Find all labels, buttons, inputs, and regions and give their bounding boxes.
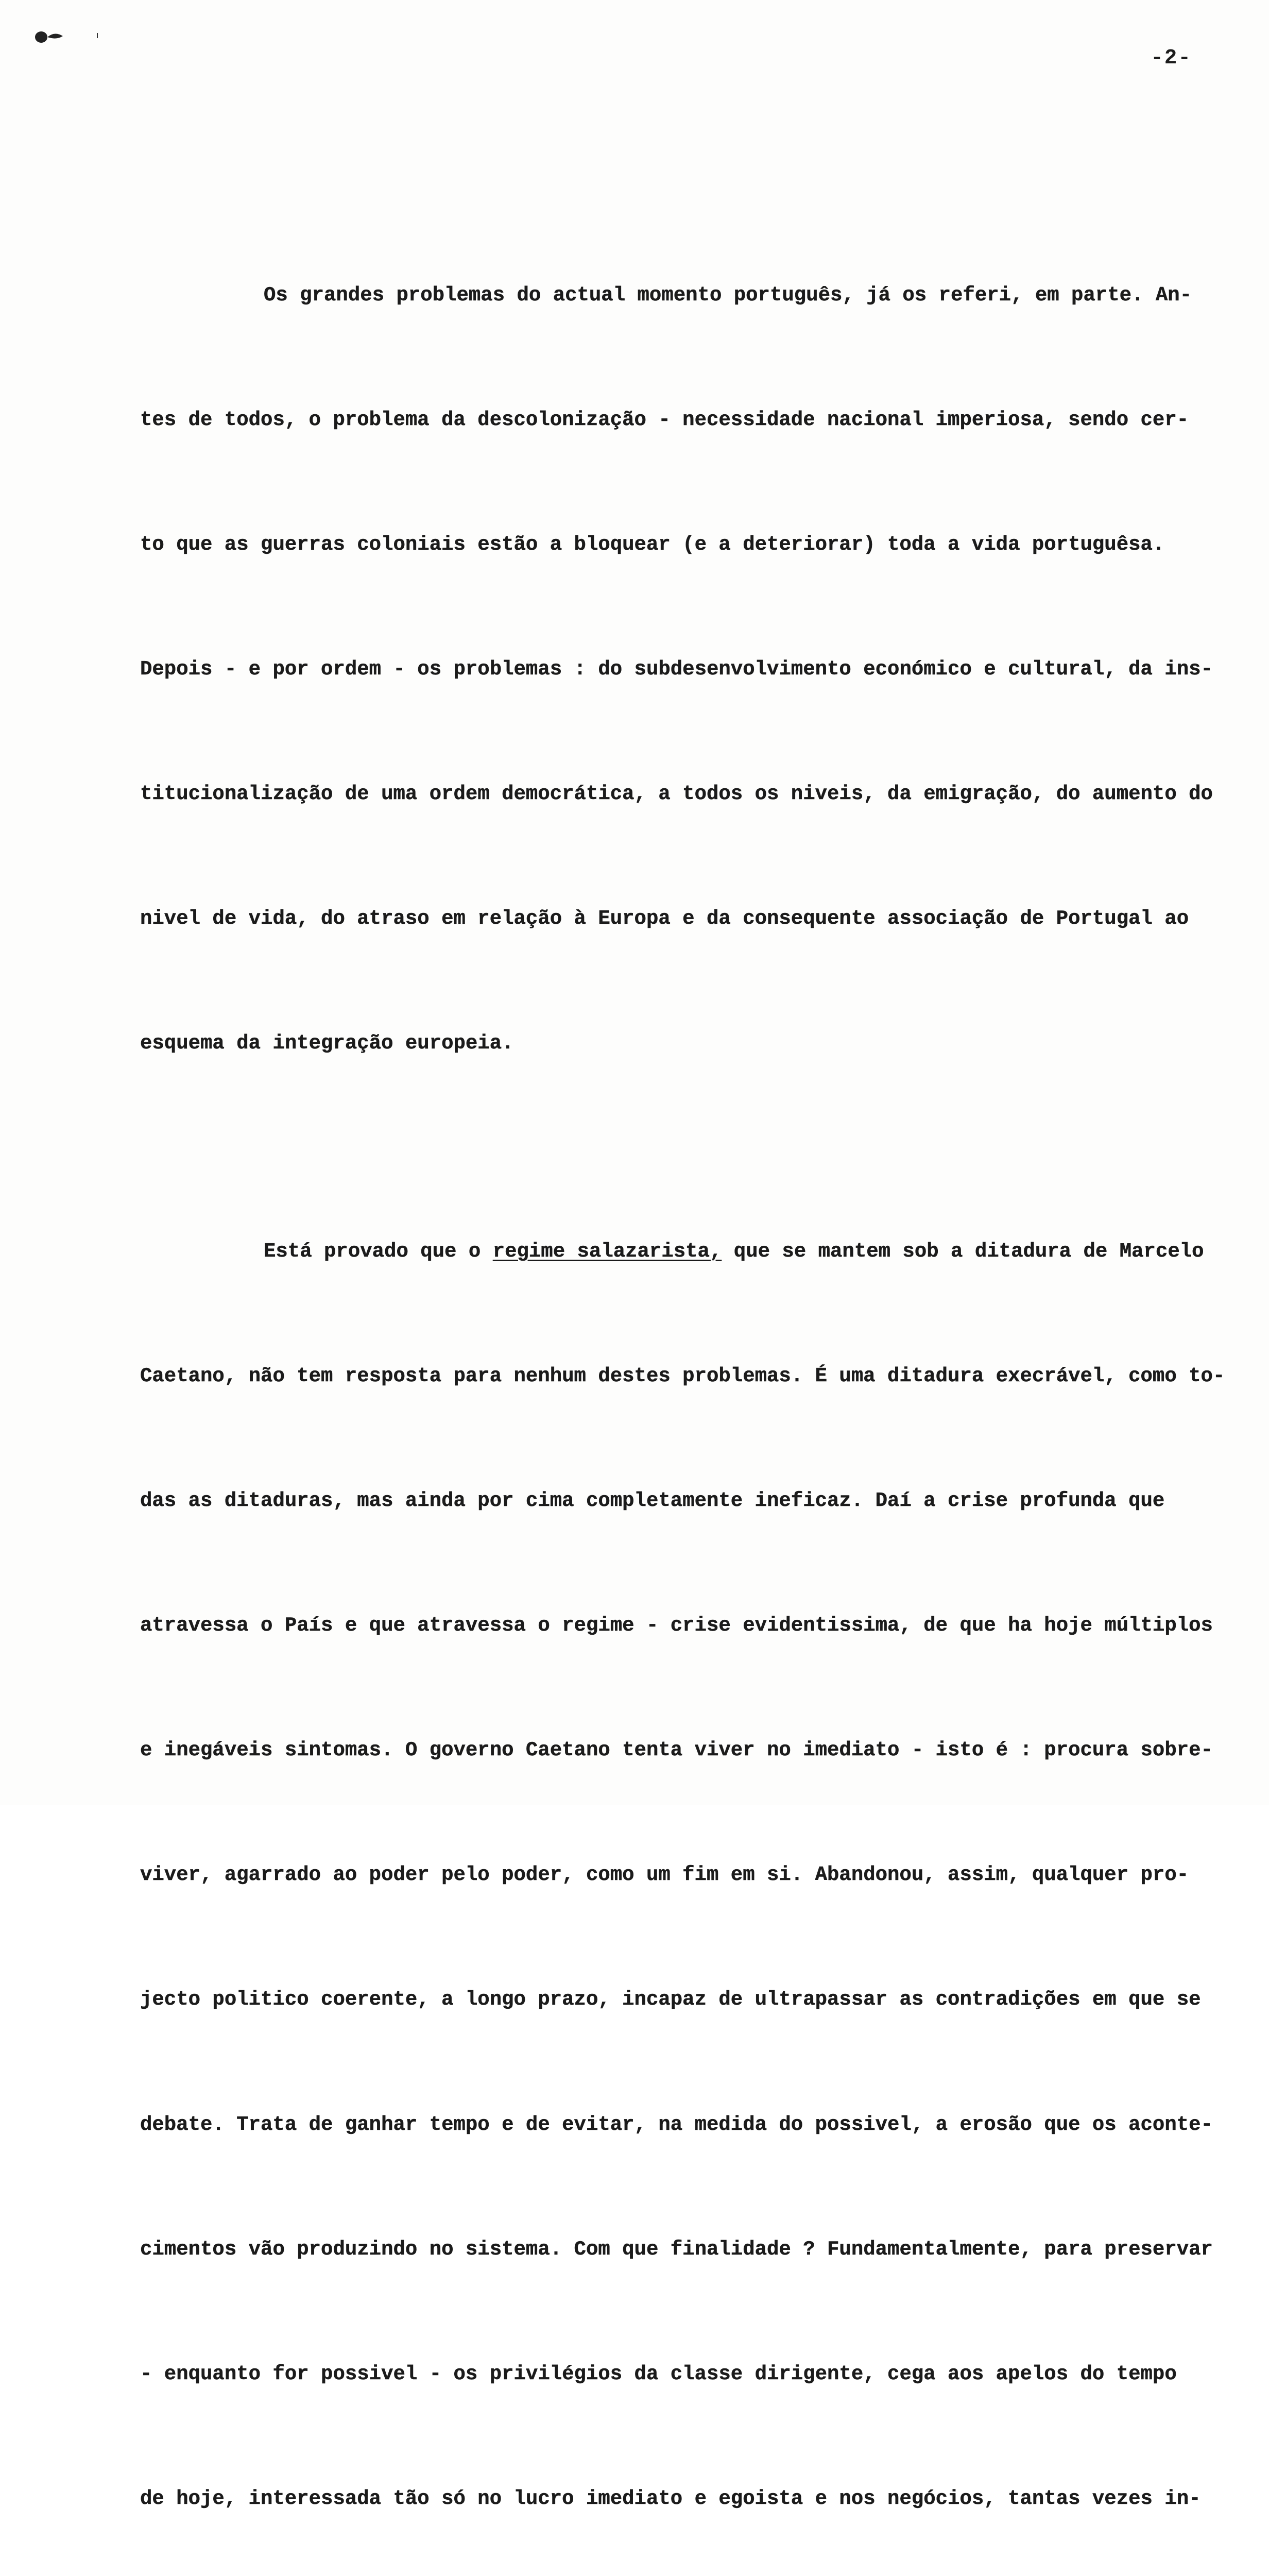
page-number: -2-: [1151, 46, 1192, 70]
text-line: Os grandes problemas do actual momento português, já os referi, em parte. An-: [264, 283, 1192, 307]
text-line: atravessa o País e que atravessa o regime - crise evidentissima, de que ha hoje múltiplos: [140, 1614, 1213, 1637]
underlined-phrase: regime salazarista,: [492, 1240, 722, 1263]
text-line: debate. Trata de ganhar tempo e de evitar, na medida do possivel, a erosão que os aconte-: [140, 2113, 1213, 2136]
text-line: tes de todos, o problema da descolonização - necessidade nacional imperiosa, sendo cer-: [140, 408, 1189, 431]
text-line: Caetano, não tem resposta para nenhum destes problemas. É uma ditadura execrável, como to-: [140, 1364, 1225, 1387]
stray-mark-icon: [96, 32, 99, 39]
punch-hole-mark-icon: [34, 30, 70, 44]
text-line: e inegáveis sintomas. O governo Caetano tenta viver no imediato - isto é : procura sobre-: [140, 1739, 1213, 1762]
text-line: das as ditaduras, mas ainda por cima completamente ineficaz. Daí a crise profunda que: [140, 1489, 1165, 1513]
text-line: titucionalização de uma ordem democrática, a todos os niveis, da emigração, do aumento do: [140, 783, 1213, 806]
text-line: nivel de vida, do atraso em relação à Europa e da consequente associação de Portugal ao: [140, 907, 1189, 930]
text-line: - enquanto for possivel - os privilégios da classe dirigente, cega aos apelos do tempo: [140, 2362, 1177, 2385]
text-line: Depois - e por ordem - os problemas : do subdesenvolvimento económico e cultural, da ins-: [140, 658, 1213, 681]
text-line: de hoje, interessada tão só no lucro imediato e egoista e nos negócios, tantas vezes in-: [140, 2487, 1201, 2510]
text-line: viver, agarrado ao poder pelo poder, como um fim em si. Abandonou, assim, qualquer pro-: [140, 1863, 1189, 1887]
text-line: cimentos vão produzindo no sistema. Com que finalidade ? Fundamentalmente, para preservar: [140, 2238, 1213, 2261]
typewritten-body: [140, 108, 1237, 2576]
text-line: esquema da integração europeia.: [140, 1032, 514, 1055]
text-line: jecto politico coerente, a longo prazo, incapaz de ultrapassar as contradições em que se: [140, 1988, 1201, 2011]
text-line: to que as guerras coloniais estão a bloquear (e a deteriorar) toda a vida portuguêsa.: [140, 533, 1165, 556]
text-line: Está provado que o regime salazarista, que se mantem sob a ditadura de Marcelo: [264, 1240, 1204, 1263]
